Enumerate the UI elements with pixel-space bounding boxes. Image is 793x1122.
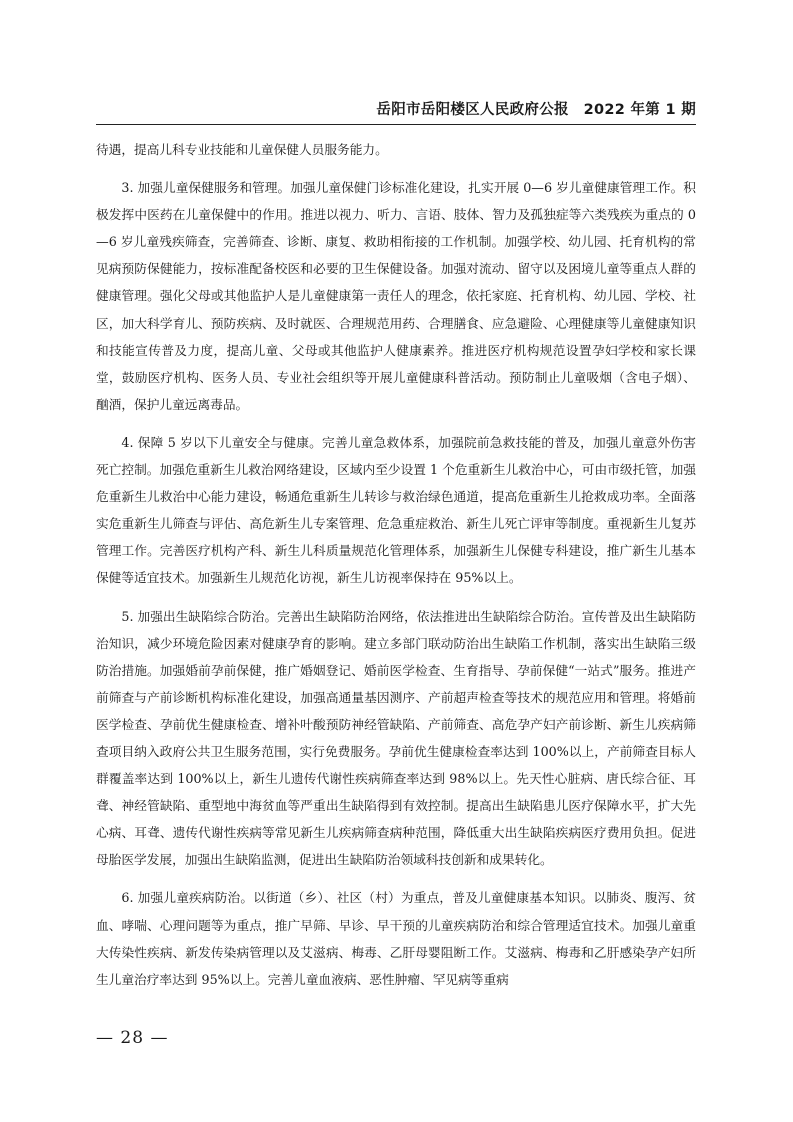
- paragraph-birth-defects: 5. 加强出生缺陷综合防治。完善出生缺陷防治网络，依法推进出生缺陷综合防治。宣传普及出生缺陷防治知识，减少环境危险因素对健康孕育的影响。建立多部门联动防治出生缺陷工作机制，落实出生缺陷三级防治措施。加强婚前孕前保健，推广婚姻登记、婚前医学检查、生育指导、孕前保健“一站式”服务。推进产前筛查与产前诊断机构标准化建设，加强高通量基因测序、产前超声检查等技术的规范应用和管理。将婚前医学检查、孕前优生健康检查、增补叶酸预防神经管缺陷、产前筛查、高危孕产妇产前诊断、新生儿疾病筛查项目纳入政府公共卫生服务范围，实行免费服务。孕前优生健康检查率达到 100%以上，产前筛查目标人群覆盖率达到 100%以上，新生儿遗传代谢性疾病筛查率达到 98%以上。先天性心脏病、唐氏综合征、耳聋、神经管缺陷、重型地中海贫血等严重出生缺陷得到有效控制。提高出生缺陷患儿医疗保障水平，扩大先心病、耳聋、遗传代谢性疾病等常见新生儿疾病筛查病种范围，降低重大出生缺陷疾病医疗费用负担。促进母胎医学发展，加强出生缺陷监测，促进出生缺陷防治领域科技创新和成果转化。: [96, 608, 696, 868]
- paragraph-disease-prevention: 6. 加强儿童疾病防治。以街道（乡）、社区（村）为重点，普及儿童健康基本知识。以肺炎、腹泻、贫血、哮喘、心理问题等为重点，推广早筛、早诊、早干预的儿童疾病防治和综合管理适宜技术。加强儿童重大传染性疾病、新发传染病管理以及艾滋病、梅毒、乙肝母婴阻断工作。艾滋病、梅毒和乙肝感染孕产妇所生儿童治疗率达到 95%以上。完善儿童血液病、恶性肿瘤、罕见病等重病: [96, 890, 696, 987]
- paragraph-under-five-safety: 4. 保障 5 岁以下儿童安全与健康。完善儿童急救体系，加强院前急救技能的普及，加强儿童意外伤害死亡控制。加强危重新生儿救治网络建设，区域内至少设置 1 个危重新生儿救治中心，可由市级托管，加强危重新生儿救治中心能力建设，畅通危重新生儿转诊与救治绿色通道，提高危重新生儿抢救成功率。全面落实危重新生儿筛查与评估、高危新生儿专案管理、危急重症救治、新生儿死亡评审等制度。重视新生儿复苏管理工作。完善医疗机构产科、新生儿科质量规范化管理体系，加强新生儿保健专科建设，推广新生儿基本保健等适宜技术。加强新生儿规范化访视，新生儿访视率保持在 95%以上。: [96, 434, 696, 586]
- header-rule: [96, 124, 696, 125]
- page-number: — 28 —: [96, 1028, 169, 1048]
- paragraph-child-health-care: 3. 加强儿童保健服务和管理。加强儿童保健门诊标准化建设，扎实开展 0—6 岁儿童健康管理工作。积极发挥中医药在儿童保健中的作用。推进以视力、听力、言语、肢体、智力及孤独症等六类残疾为重点的 0—6 岁儿童残疾筛查，完善筛查、诊断、康复、救助相衔接的工作机制。加强学校、幼儿园、托育机构的常见病预防保健能力，按标准配备校医和必要的卫生保健设备。加强对流动、留守以及困境儿童等重点人群的健康管理。强化父母或其他监护人是儿童健康第一责任人的理念，依托家庭、托育机构、幼儿园、学校、社区，加大科学育儿、预防疾病、及时就医、合理规范用药、合理膳食、应急避险、心理健康等儿童健康知识和技能宣传普及力度，提高儿童、父母或其他监护人健康素养。推进医疗机构规范设置孕妇学校和家长课堂，鼓励医疗机构、医务人员、专业社会组织等开展儿童健康科普活动。预防制止儿童吸烟（含电子烟）、酗酒，保护儿童远离毒品。: [96, 180, 696, 412]
- header-title: 岳阳市岳阳楼区人民政府公报 2022 年第 1 期: [376, 102, 696, 118]
- paragraph-continued: 待遇，提高儿科专业技能和儿童保健人员服务能力。: [96, 142, 388, 157]
- body-text: [96, 136, 696, 993]
- page-header: [96, 90, 696, 118]
